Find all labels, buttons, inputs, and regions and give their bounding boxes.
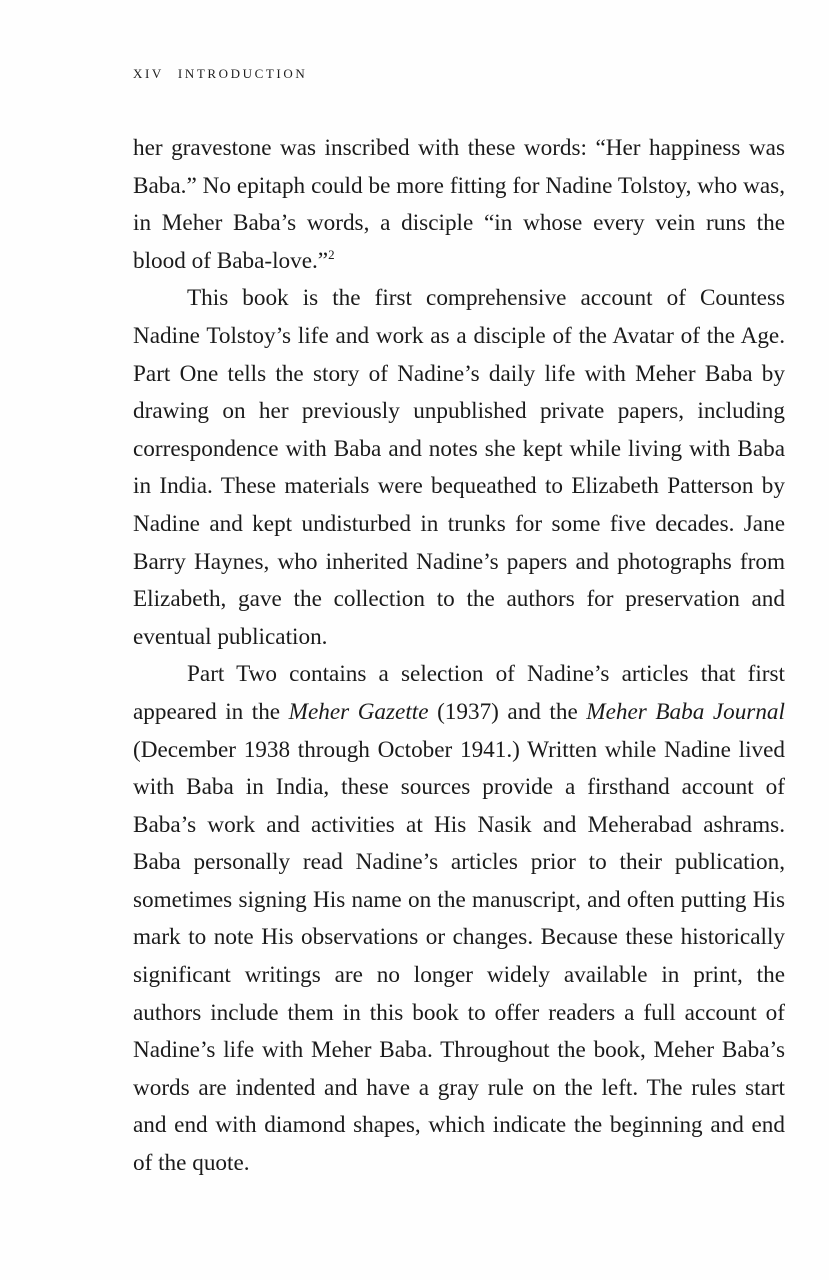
chapter-title: INTRODUCTION	[177, 66, 308, 81]
publication-title-journal: Meher Baba Journal	[586, 698, 785, 725]
running-head	[133, 66, 307, 82]
footnote-marker: 2	[328, 246, 335, 262]
paragraph-1-text: her gravestone was inscribed with these words: “Her happiness was Baba.” No epitaph could be more fitting for Nadine Tolstoy, who was, in Meher Baba’s words, a disciple “in whose every vein runs the blood of Baba-love.”	[133, 135, 785, 274]
paragraph-3-text-c: (December 1938 through October 1941.) Written while Nadine lived with Baba in India, these sources provide a firsthand account of Baba’s work and activities at His Nasik and Meherabad ashrams. Baba personally read Nadine’s articles prior to their publication, sometimes signing His name on the manuscript, and often putting His mark to note His observations or changes. Because these historically significant writings are no longer widely available in print, the authors include them in this book to offer readers a full account of Nadine’s life with Meher Baba. Throughout the book, Meher Baba’s words are indented and have a gray rule on the left. The rules start and end with diamond shapes, which indicate the beginning and end of the quote.	[133, 736, 785, 1177]
paragraph-3-text-b: (1937) and the	[428, 698, 587, 725]
paragraph-3	[133, 656, 785, 1182]
paragraph-1	[133, 130, 785, 280]
publication-title-gazette: Meher Gazette	[288, 698, 429, 725]
body-text	[133, 130, 785, 1183]
paragraph-3-text-a: Part Two contains a selection of Nadine’s articles that first appeared in the	[133, 661, 785, 725]
paragraph-2: This book is the first comprehensive account of Countess Nadine Tolstoy’s life and work as a disciple of the Avatar of the Age. Part One tells the story of Nadine’s daily life with Meher Baba by drawing on her previously unpublished private papers, including correspondence with Baba and notes she kept while living with Baba in India. These materials were bequeathed to Elizabeth Patterson by Nadine and kept undisturbed in trunks for some five decades. Jane Barry Haynes, who inherited Nadine’s papers and photographs from Elizabeth, gave the collection to the authors for preservation and eventual publication.	[133, 285, 785, 650]
page-number: XIV	[133, 66, 164, 81]
